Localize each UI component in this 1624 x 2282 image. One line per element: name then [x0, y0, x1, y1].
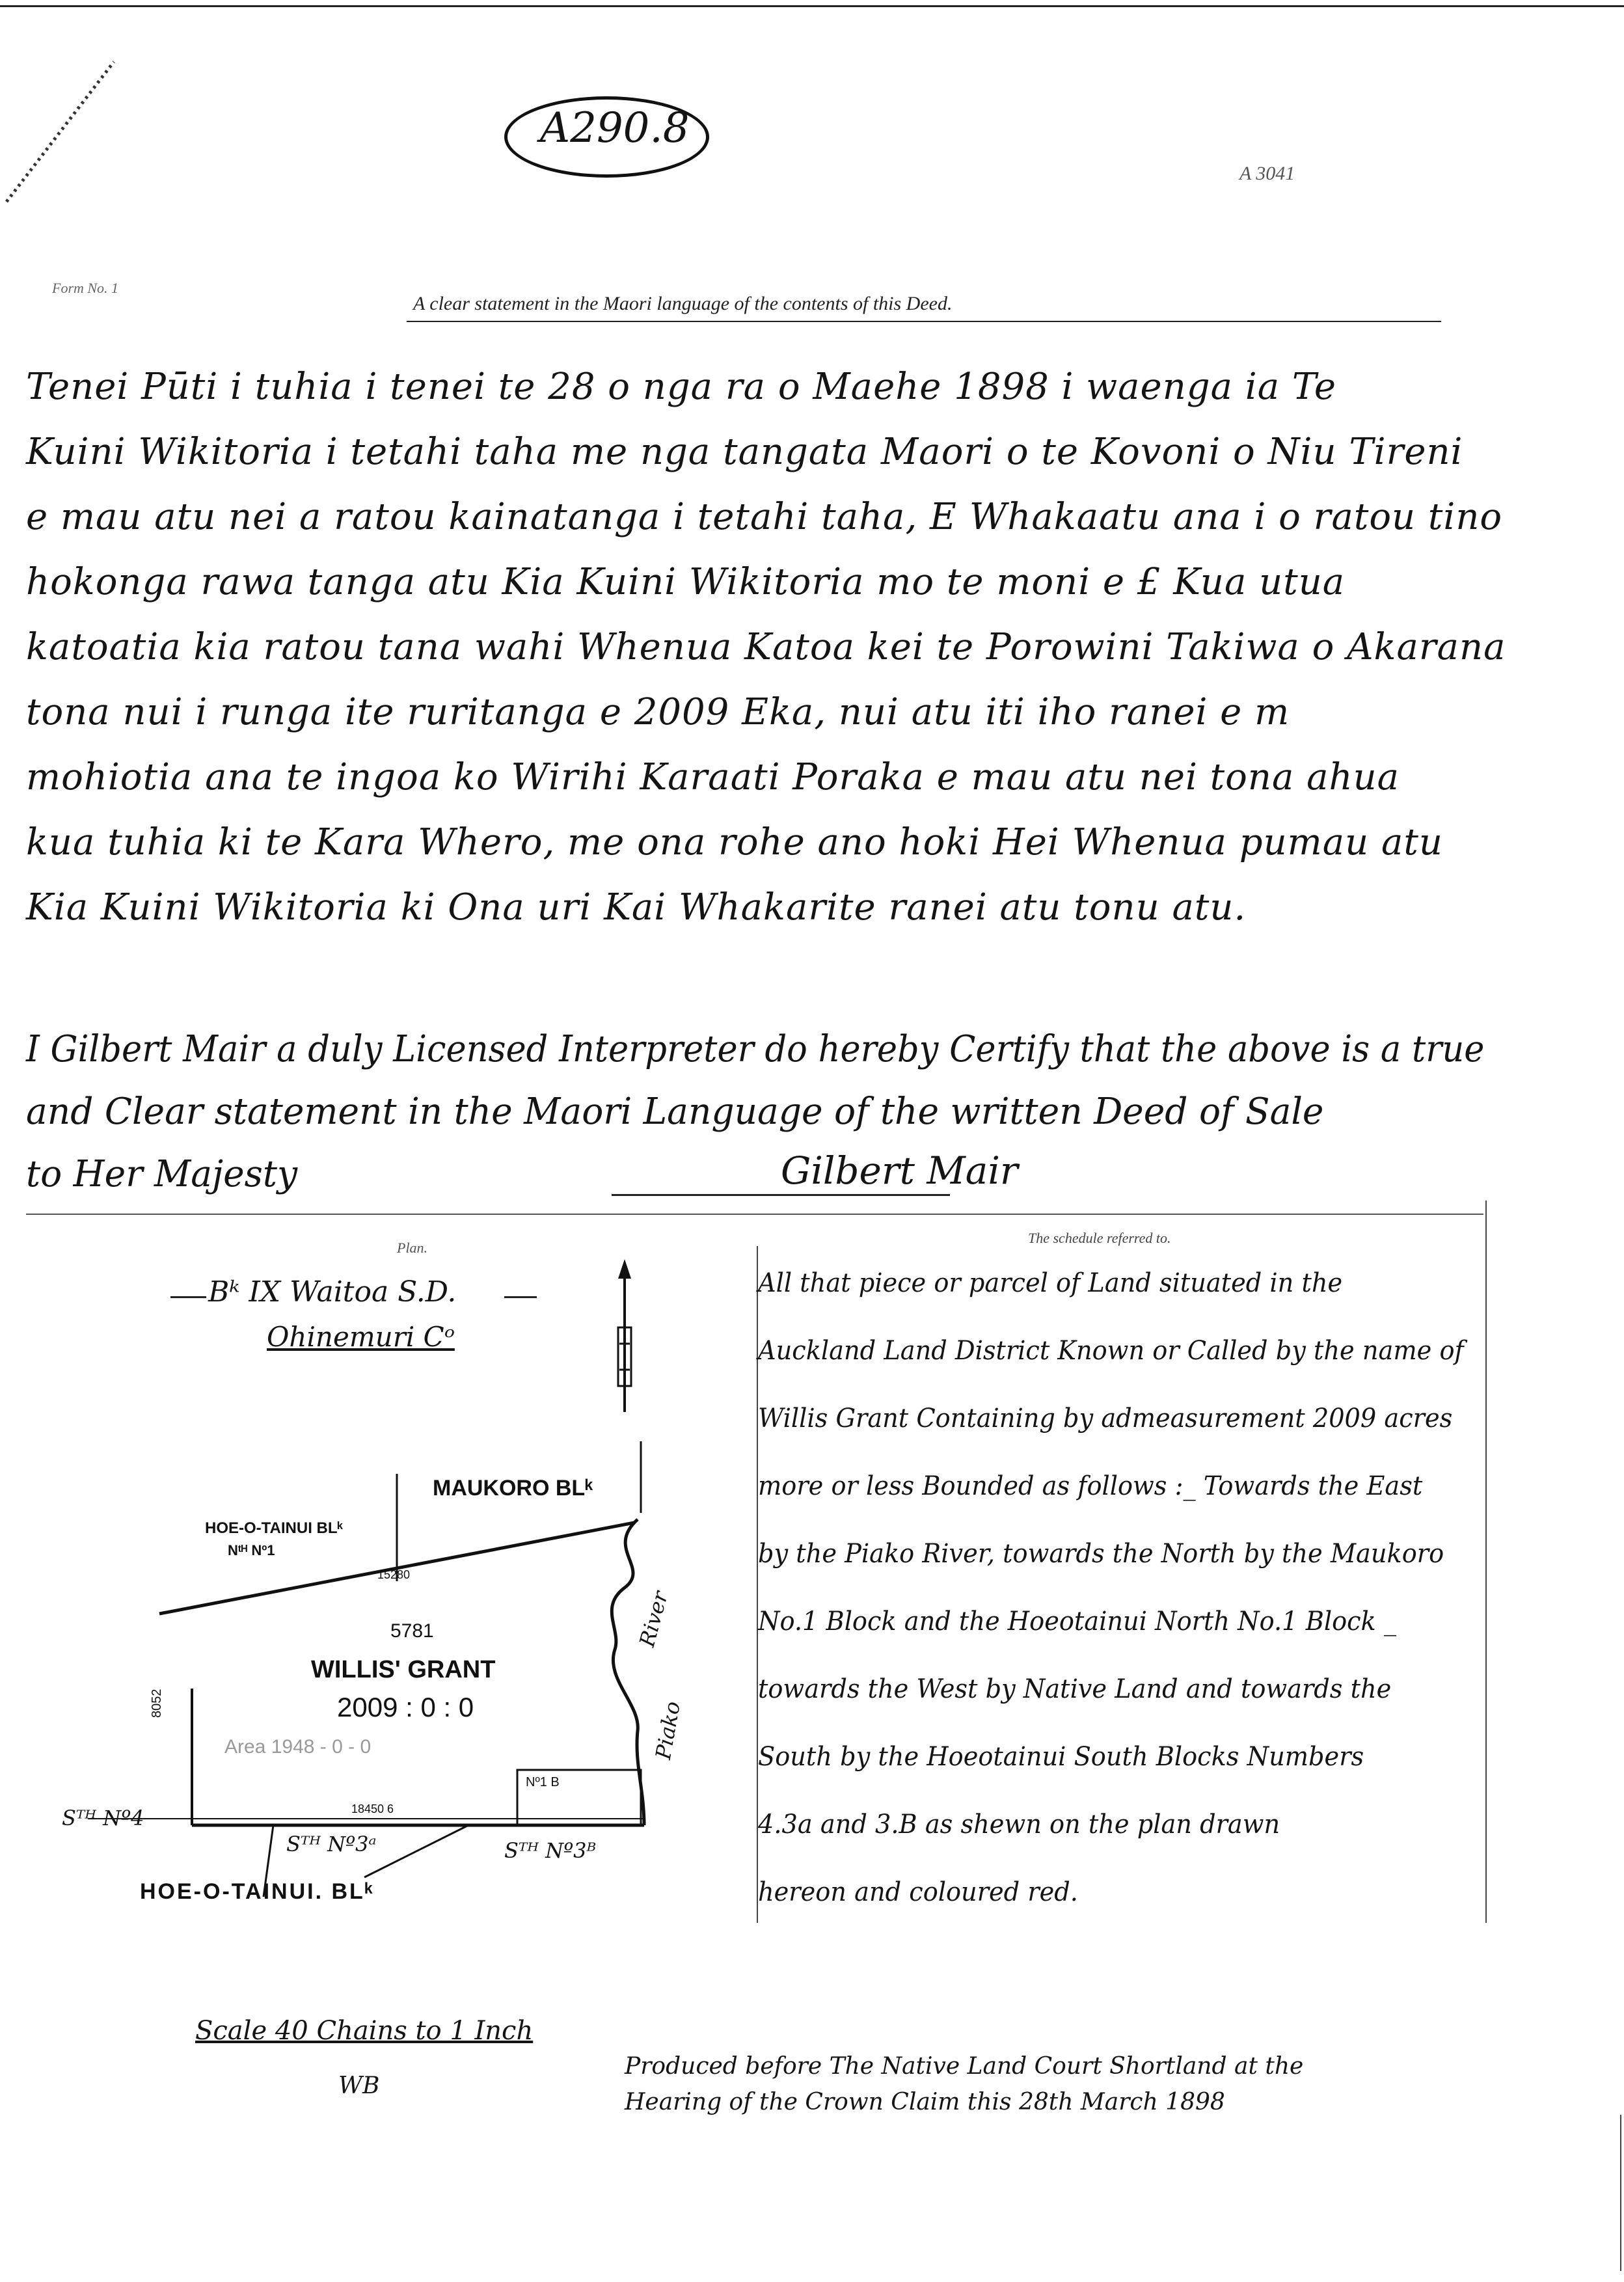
plan-river-label: River — [634, 1588, 673, 1650]
produced-note-line-1: Produced before The Native Land Court Shortland at the — [625, 2053, 1304, 2080]
maori-statement — [26, 355, 1509, 940]
plan-initials: WB — [338, 2072, 380, 2099]
plan-grant-name: WILLIS' GRANT — [311, 1656, 496, 1683]
plan-south-3b-label: Sᵀᴴ Nº3ᴮ — [504, 1838, 597, 1863]
interpreter-certificate — [26, 1018, 1509, 1206]
schedule-line: hereon and coloured red. — [758, 1877, 1078, 1907]
plan-maukoro-label: MAUKORO BLᵏ — [433, 1476, 593, 1501]
schedule-line: by the Piako River, towards the North by the Maukoro — [758, 1539, 1444, 1569]
schedule-line: All that piece or parcel of Land situated in the — [758, 1268, 1343, 1298]
plan-south-3a-label: Sᵀᴴ Nº3ᵃ — [286, 1832, 377, 1856]
plan-hoe-north-label: HOE-O-TAINUI BLᵏ — [205, 1519, 343, 1537]
section-divider — [26, 1214, 1483, 1215]
plan-hoe-north-number: Nᵗᴴ Nº1 — [228, 1542, 275, 1558]
statement-line: Kia Kuini Wikitoria ki Ona uri Kai Whakarite ranei atu tonu atu. — [26, 886, 1247, 929]
statement-line: Kuini Wikitoria i tetahi taha me nga tangata Maori o te Kovoni o Niu Tireni — [26, 431, 1463, 473]
plan-scale: Scale 40 Chains to 1 Inch — [195, 2016, 534, 2046]
page-edge-line — [1620, 2115, 1621, 2271]
schedule-line: 4.3a and 3.B as shewn on the plan drawn — [758, 1810, 1280, 1840]
plan-grant-sub-area: Area 1948 - 0 - 0 — [224, 1736, 372, 1758]
plan-label: Plan. — [397, 1240, 428, 1256]
plan-west-side-length: 8052 — [150, 1689, 164, 1718]
plan-block-title: Bᵏ IX Waitoa S.D. — [208, 1275, 457, 1309]
top-right-mark: A 3041 — [1239, 163, 1295, 184]
deed-caption: A clear statement in the Maori language of the contents of this Deed. — [413, 293, 953, 314]
plan-north-line-length: 15280 — [377, 1568, 411, 1581]
north-arrow-icon — [618, 1259, 631, 1412]
produced-note-line-2: Hearing of the Crown Claim this 28th March 1898 — [625, 2089, 1225, 2115]
plan-small-box-label: Nº1 B — [526, 1775, 560, 1789]
caption-rule — [407, 321, 1441, 322]
plan-grant-number: 5781 — [390, 1620, 434, 1642]
scan-edge-mark — [0, 26, 130, 208]
top-border-line — [0, 5, 1624, 7]
certificate-line: and Clear statement in the Maori Language of the written Deed of Sale — [26, 1091, 1324, 1133]
signature-underline — [612, 1194, 950, 1196]
certificate-line: I Gilbert Mair a duly Licensed Interpreter do hereby Certify that the above is a true — [26, 1028, 1485, 1070]
schedule-line: towards the West by Native Land and towards the — [758, 1674, 1392, 1704]
statement-line: mohiotia ana te ingoa ko Wirihi Karaati Poraka e mau atu nei tona ahua — [26, 756, 1400, 798]
form-number: Form No. 1 — [52, 280, 119, 296]
plan-south-4-label: Sᵀᴴ Nº4 — [62, 1806, 144, 1830]
schedule-line: South by the Hoeotainui South Blocks Numbers — [758, 1742, 1364, 1772]
statement-line: tona nui i runga ite ruritanga e 2009 Eka, nui atu iti iho ranei e m — [26, 691, 1290, 733]
plan-grant-area: 2009 : 0 : 0 — [337, 1692, 474, 1722]
statement-line: e mau atu nei a ratou kainatanga i tetahi taha, E Whakaatu ana i o ratou tino — [26, 496, 1503, 538]
statement-line: hokonga rawa tanga atu Kia Kuini Wikitoria mo te moni e £ Kua utua — [26, 561, 1346, 603]
plan-south-line-length: 18450 6 — [351, 1802, 394, 1815]
schedule-line: more or less Bounded as follows :_ Towards the East — [758, 1471, 1423, 1501]
plan-map — [0, 1249, 748, 1965]
interpreter-signature: Gilbert Mair — [781, 1148, 1018, 1193]
statement-line: katoatia kia ratou tana wahi Whenua Katoa kei te Porowini Takiwa o Akarana — [26, 626, 1506, 668]
schedule-line: No.1 Block and the Hoeotainui North No.1 Block _ — [758, 1607, 1397, 1637]
reference-number: A290.8 — [540, 104, 690, 152]
schedule-text — [758, 1249, 1506, 1926]
plan-hoe-south-label: HOE-O-TAINUI. BLᵏ — [140, 1879, 375, 1904]
plan-piako-label: Piako — [651, 1699, 685, 1761]
plan-county: Ohinemuri Cᵒ — [267, 1321, 455, 1353]
schedule-line: Auckland Land District Known or Called by the name of — [758, 1336, 1464, 1366]
schedule-heading: The schedule referred to. — [1028, 1230, 1171, 1246]
certificate-line: to Her Majesty — [26, 1153, 298, 1195]
statement-line: kua tuhia ki te Kara Whero, me ona rohe ano hoki Hei Whenua pumau atu — [26, 821, 1443, 863]
schedule-line: Willis Grant Containing by admeasurement 2009 acres — [758, 1404, 1453, 1433]
statement-line: Tenei Pūti i tuhia i tenei te 28 o nga ra o Maehe 1898 i waenga ia Te — [26, 366, 1337, 408]
